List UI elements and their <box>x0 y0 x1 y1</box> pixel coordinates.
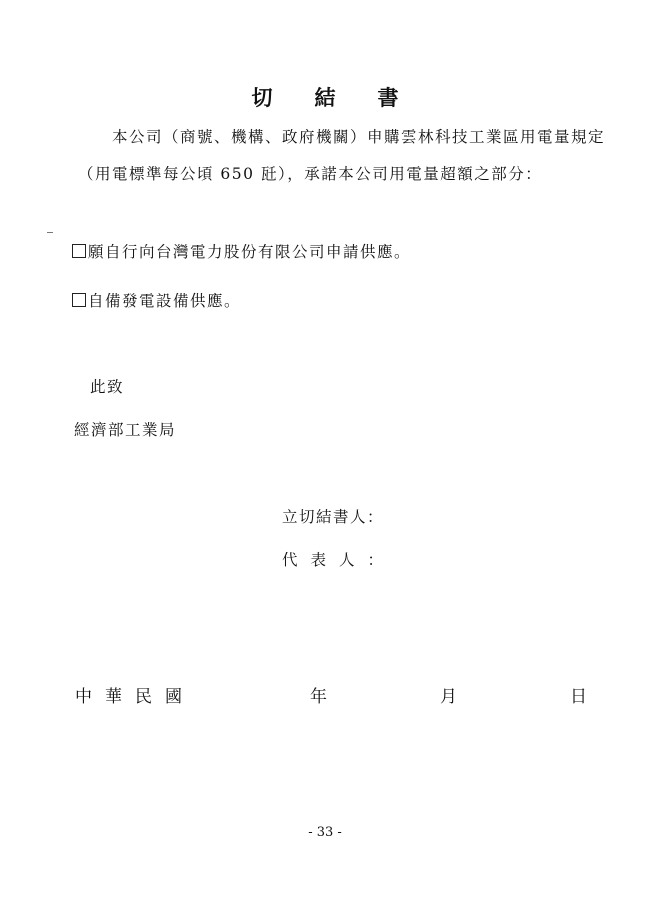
checkbox-taipower[interactable] <box>72 244 86 258</box>
document-title: 切結書 <box>251 85 441 110</box>
date-day-label: 日 <box>570 687 587 707</box>
option-label: 自備發電設備供應。 <box>88 292 242 310</box>
option-self-generation <box>72 289 241 311</box>
date-year-label: 年 <box>310 687 327 707</box>
date-month-label: 月 <box>440 687 457 707</box>
date-era: 中華民國 <box>75 687 195 707</box>
page-number: - 33 - <box>308 825 342 840</box>
scan-mark <box>47 232 53 233</box>
representative-label: 代表人： <box>282 551 397 569</box>
closing-salutation: 此致 <box>90 378 125 396</box>
option-label: 願自行向台灣電力股份有限公司申請供應。 <box>88 243 412 261</box>
signer-label: 立切結書人： <box>282 508 385 526</box>
body-text-line-1: 本公司（商號、機構、政府機關）申購雲林科技工業區用電量規定 <box>112 128 606 146</box>
option-supply-by-taipower <box>72 240 411 262</box>
recipient: 經濟部工業局 <box>74 421 177 439</box>
checkbox-self-generation[interactable] <box>72 293 86 307</box>
body-text-line-2: （用電標準每公頃 650 瓩），承諾本公司用電量超額之部分： <box>78 165 543 183</box>
